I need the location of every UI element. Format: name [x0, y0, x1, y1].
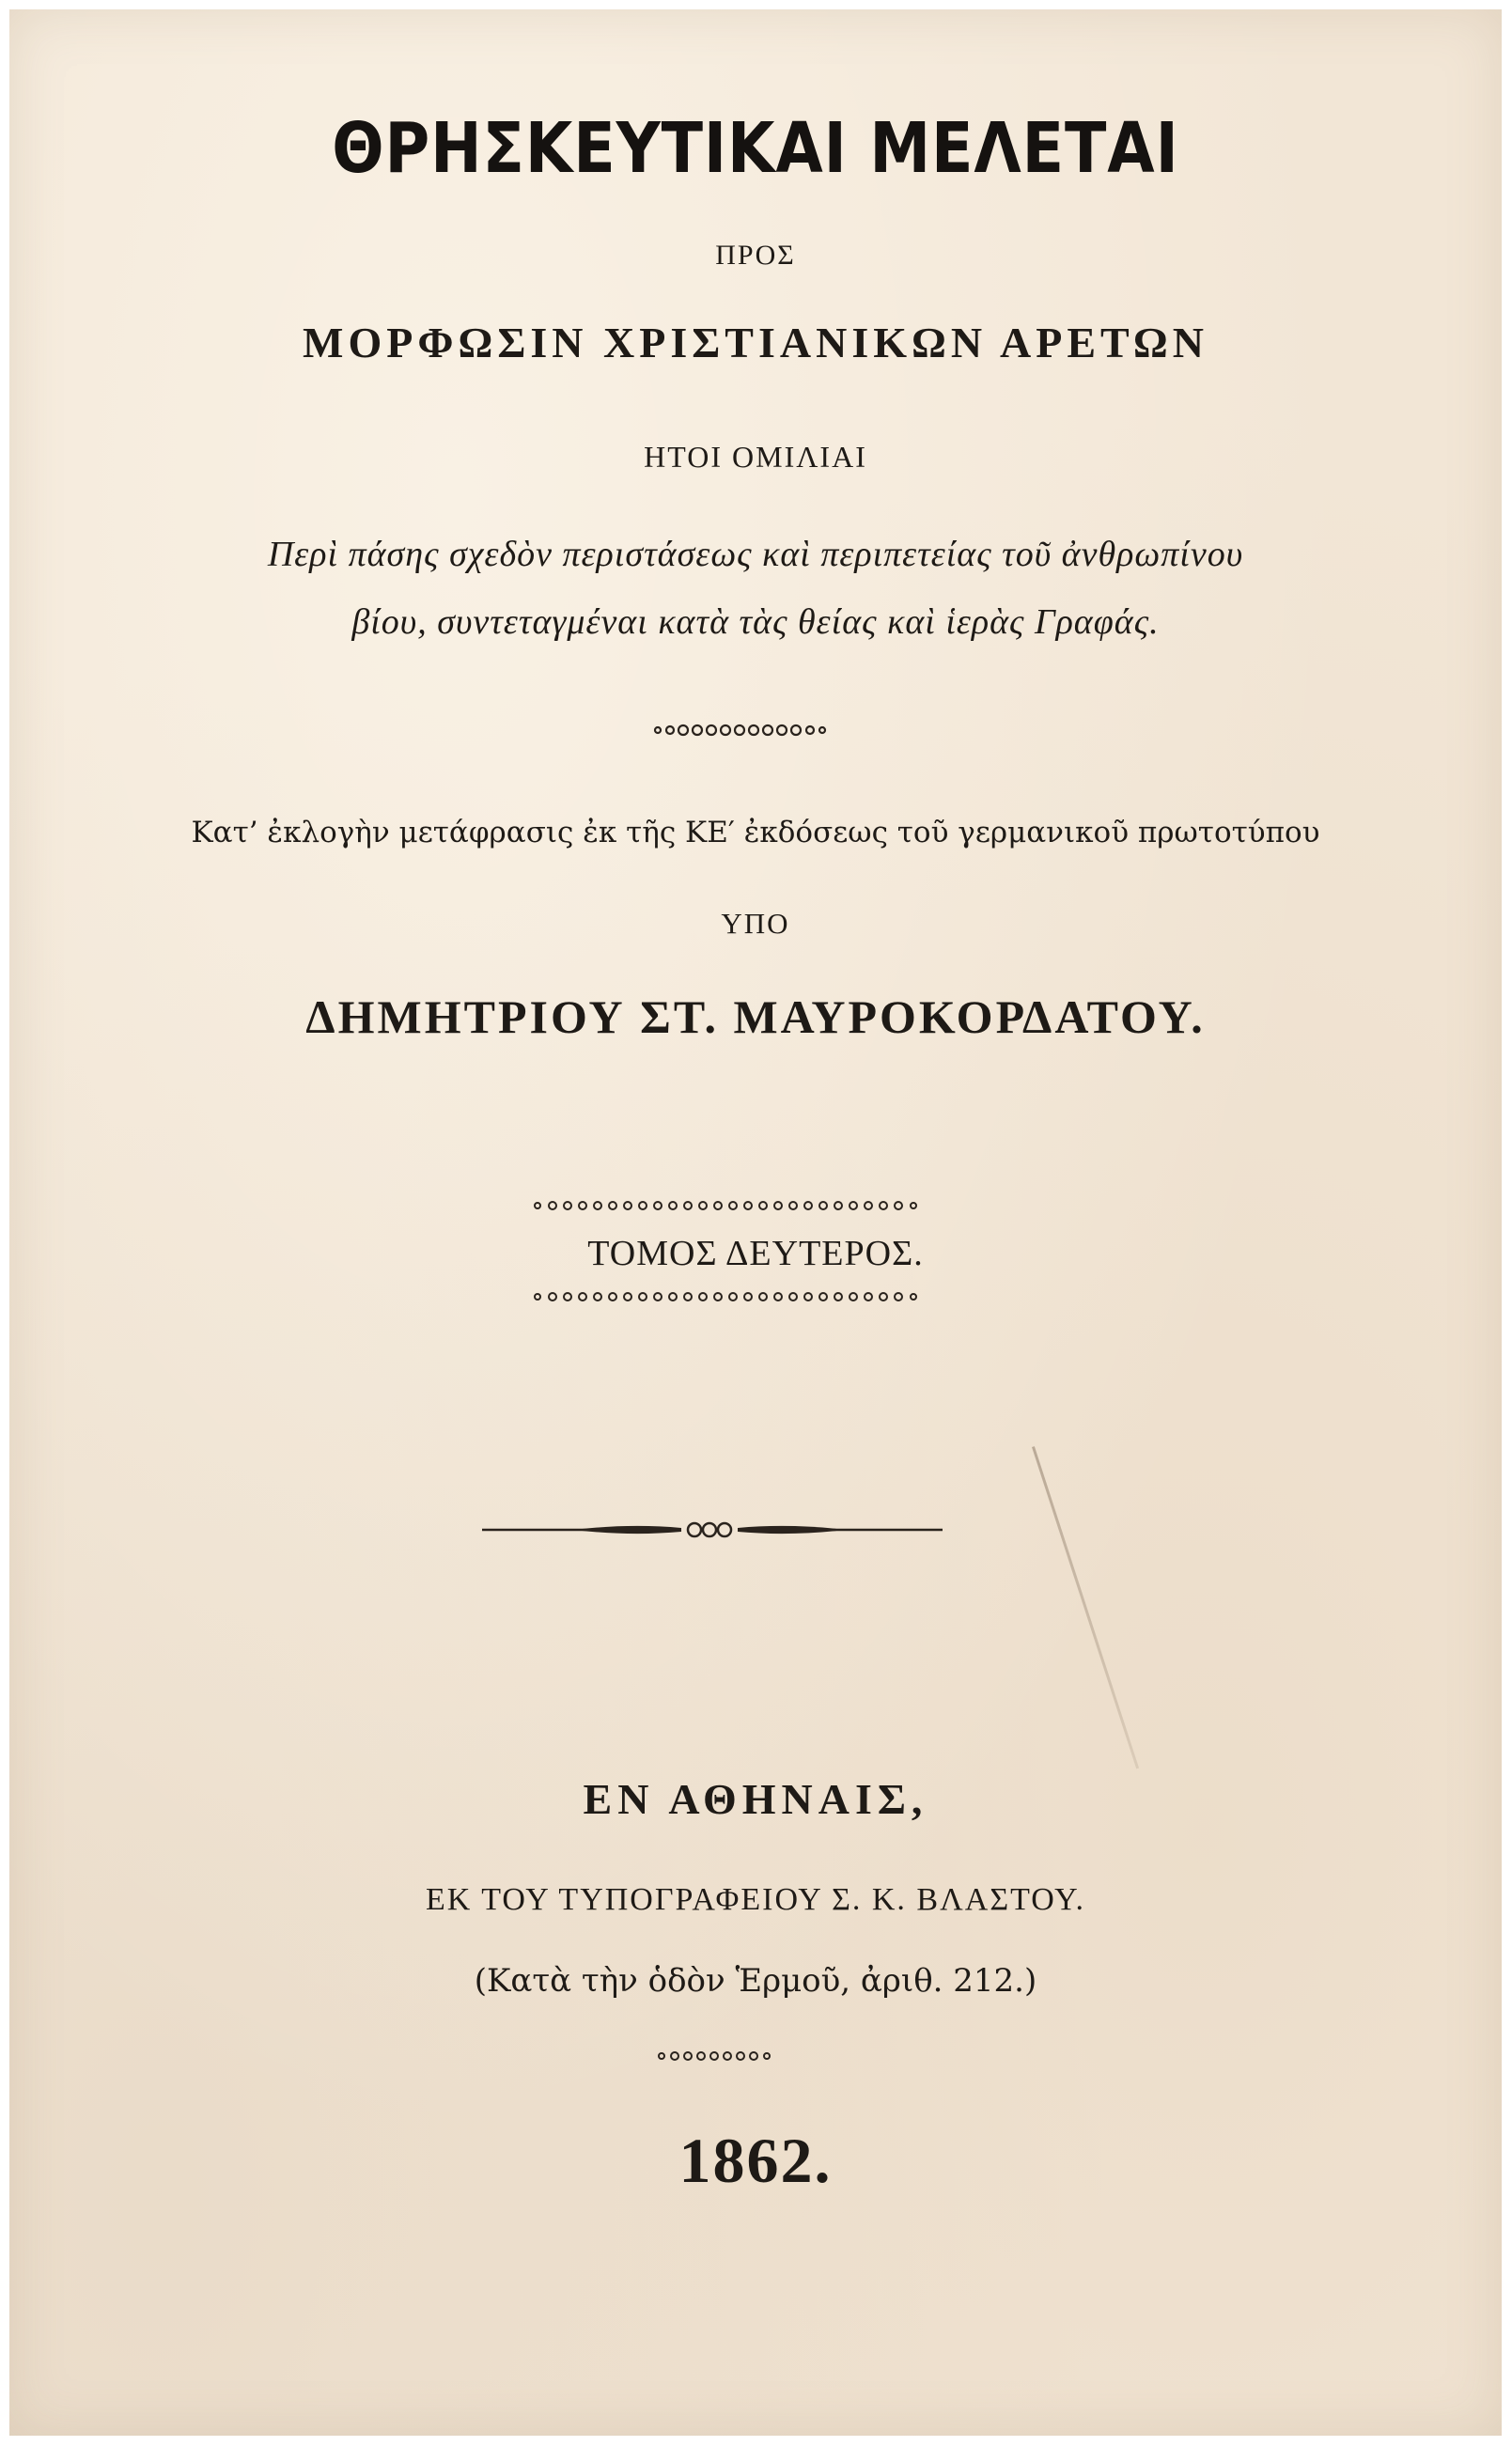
rule-ornament [9, 1516, 1502, 1544]
printer-line: ΕΚ ΤΟΥ ΤΥΠΟΓΡΑΦΕΙΟΥ Σ. Κ. ΒΛΑΣΤΟΥ. [426, 1882, 1085, 1917]
publication-city: ΕΝ ΑΘΗΝΑΙΣ, [583, 1775, 928, 1823]
book-subtitle: ΜΟΡΦΩΣΙΝ ΧΡΙΣΤΙΑΝΙΚΩΝ ΑΡΕΤΩΝ [303, 319, 1208, 366]
htoi-line: ΗΤΟΙ ΟΜΙΛΙΑΙ [644, 440, 867, 474]
description-line-2: βίου, συντεταγμέναι κατὰ τὰς θείας καὶ ἱερὰς Γραφάς. [351, 602, 1160, 642]
title-page [9, 9, 1502, 2436]
book-title: ΘΡΗΣΚΕΥΤΙΚΑΙ ΜΕΛΕΤΑΙ [332, 108, 1179, 189]
dotted-ornament-volume-top [9, 1196, 1502, 1215]
dotted-ornament-top [9, 719, 1502, 741]
publication-year: 1862. [678, 2125, 833, 2196]
printer-address: (Κατὰ τὴν ὁδὸν Ἑρμοῦ, ἀριθ. 212.) [474, 1962, 1037, 2000]
ypo-line: ΥΠΟ [721, 907, 790, 940]
dotted-ornament-bottom [9, 2047, 1502, 2065]
translation-note: Κατ’ ἐκλογὴν μετάφρασις ἐκ τῆς ΚΕ′ ἐκδόσεως τοῦ γερμανικοῦ πρωτοτύπου [191, 816, 1320, 849]
dotted-ornament-volume-bottom [9, 1287, 1502, 1306]
description-line-1: Περὶ πάσης σχεδὸν περιστάσεως καὶ περιπετείας τοῦ ἀνθρωπίνου [267, 535, 1244, 574]
page-crease [1032, 1446, 1139, 1768]
volume-label: ΤΟΜΟΣ ΔΕΥΤΕΡΟΣ. [587, 1234, 924, 1273]
pros-line: ΠΡΟΣ [715, 240, 796, 271]
author-name: ΔΗΜΗΤΡΙΟΥ ΣΤ. ΜΑΥΡΟΚΟΡΔΑΤΟΥ. [305, 990, 1206, 1043]
